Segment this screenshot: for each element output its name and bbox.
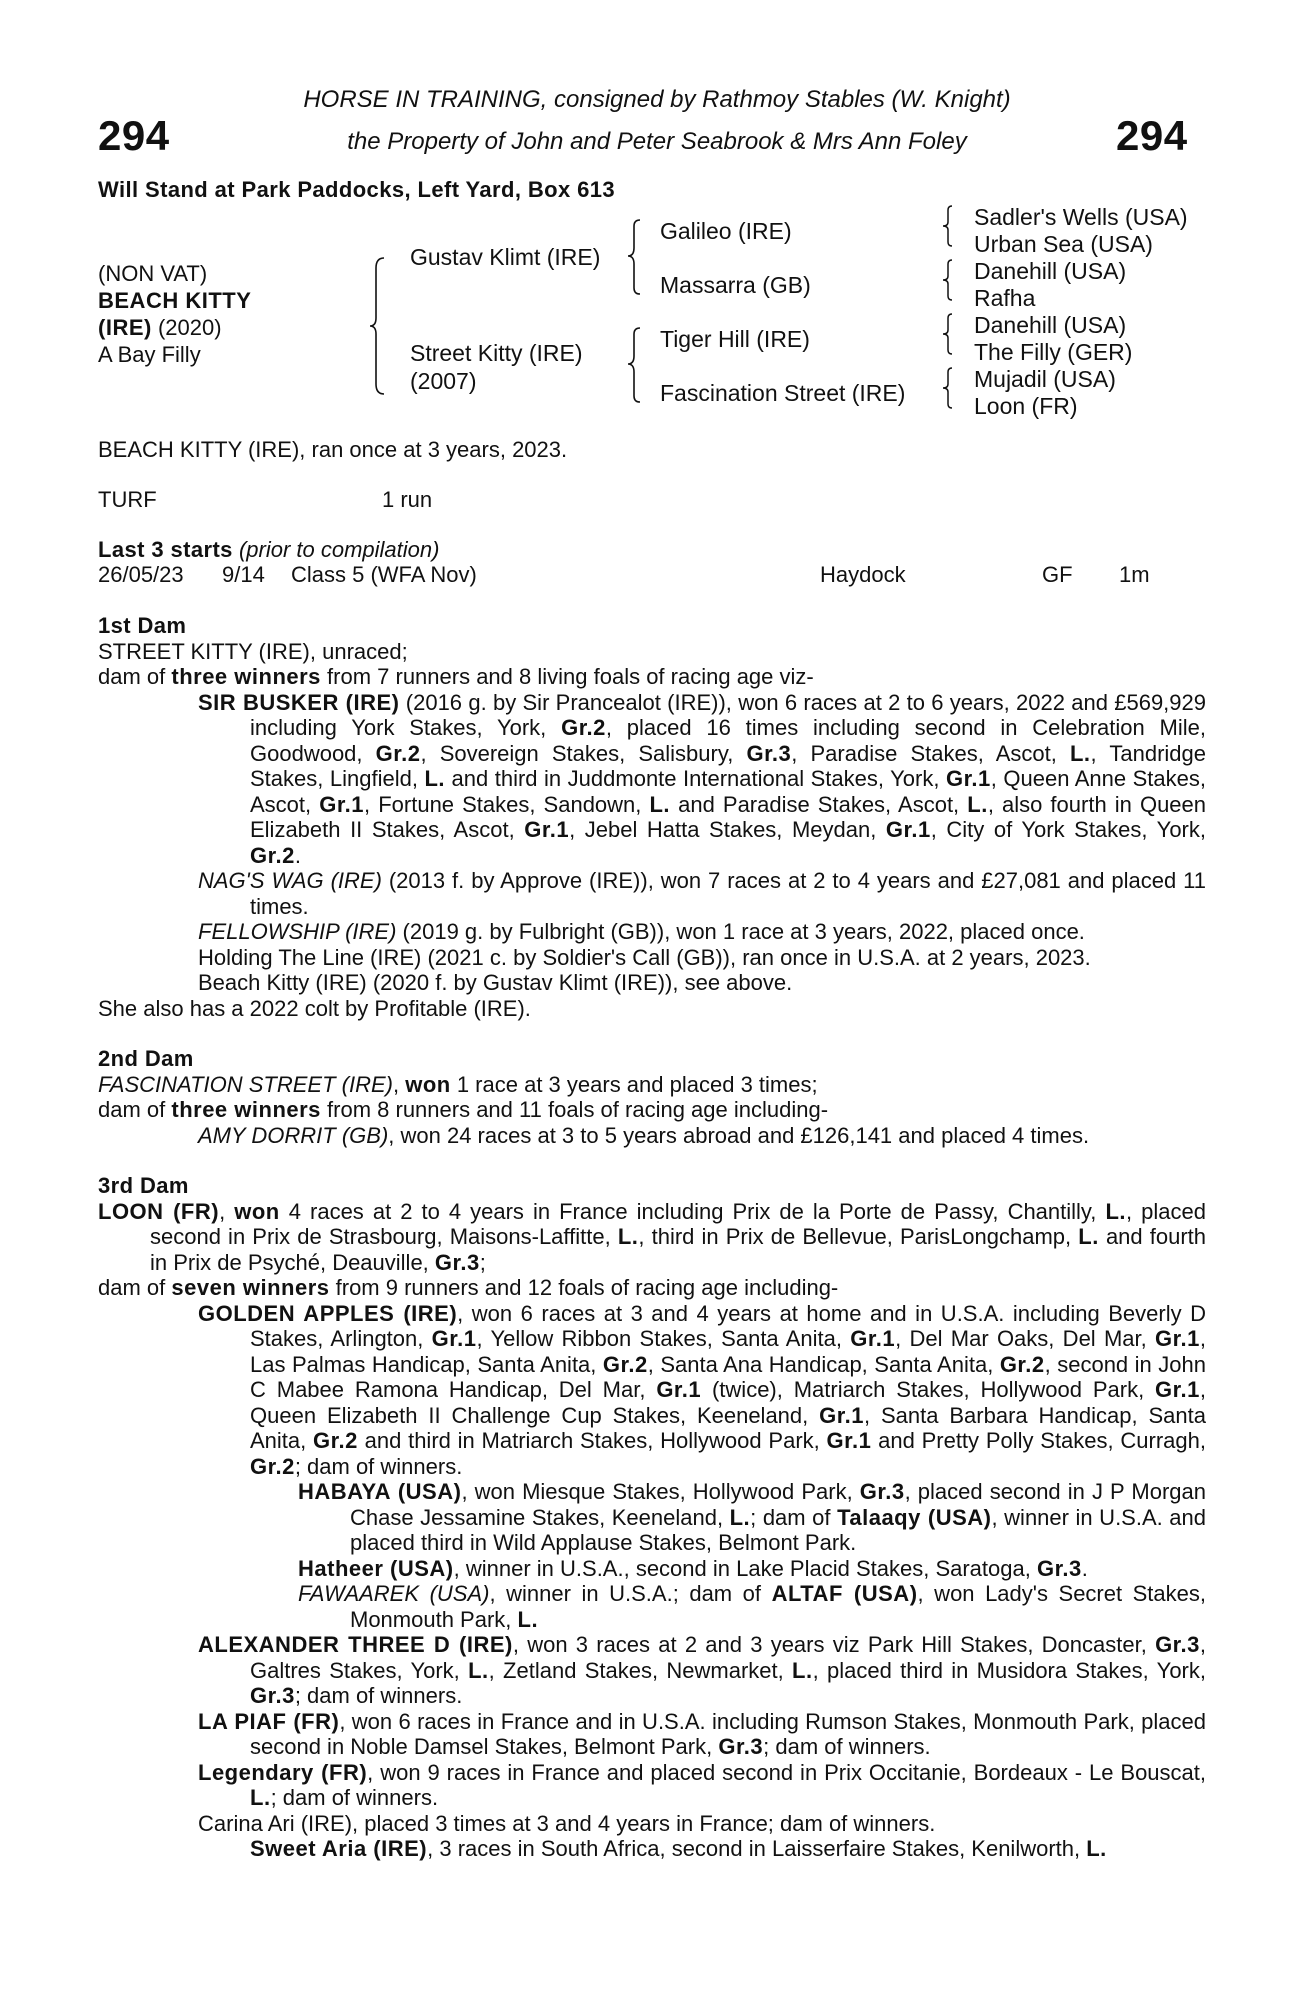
pedigree-gg5: Danehill (USA) — [974, 312, 1127, 338]
first-dam-also: She also has a 2022 colt by Profitable (IRE). — [98, 995, 531, 1021]
third-dam-produce-summary: dam of seven winners from 9 runners and 12 foals of racing age including- — [98, 1275, 839, 1300]
pedigree-gg6: The Filly (GER) — [974, 339, 1133, 365]
produce-holding-the-line: Holding The Line (IRE) (2021 c. by Soldier's Call (GB)), ran once in U.S.A. at 2 years, 2023. — [198, 944, 1091, 970]
pedigree-sire: Gustav Klimt (IRE) — [410, 244, 601, 270]
produce-sweet-aria: Sweet Aria (IRE), 3 races in South Africa, second in Laisserfaire Stakes, Kenilworth, L. — [250, 1836, 1107, 1861]
start-course: Haydock — [820, 562, 906, 587]
foaling-year: (2020) — [151, 315, 222, 340]
horse-suffix: (IRE) — [98, 315, 152, 340]
pedigree-sire-sire: Galileo (IRE) — [660, 218, 792, 244]
pedigree-dam-sire: Tiger Hill (IRE) — [660, 326, 810, 352]
pedigree-brace-gg3 — [942, 312, 958, 356]
produce-fellowship: FELLOWSHIP (IRE) (2019 g. by Fulbright (GB)), won 1 race at 3 years, 2022, placed once. — [198, 919, 1085, 944]
produce-la-piaf: LA PIAF (FR), won 6 races in France and in U.S.A. including Rumson Stakes, Monmouth Park, placed second in Noble Damsel Stakes, Belmont Park, Gr.3; dam of winners. — [198, 1708, 1206, 1759]
produce-habaya: HABAYA (USA), won Miesque Stakes, Hollywood Park, Gr.3, placed second in J P Morgan Chase Jessamine Stakes, Keeneland, L.; dam of Talaaqy (USA), winner in U.S.A. and placed third in Wild Applause Stakes, Belmont Park. — [298, 1479, 1207, 1555]
pedigree-gg8: Loon (FR) — [974, 393, 1078, 419]
start-distance: 1m — [1119, 562, 1150, 587]
horse-description: A Bay Filly — [98, 342, 201, 367]
start-date: 26/05/23 — [98, 562, 184, 587]
start-position: 9/14 — [222, 562, 265, 587]
lot-number-left: 294 — [98, 112, 170, 159]
second-dam-section — [98, 1046, 1206, 1148]
pedigree-gg2: Urban Sea (USA) — [974, 231, 1153, 257]
property-line: the Property of John and Peter Seabrook & Mrs Ann Foley — [347, 128, 967, 155]
lot-number-right: 294 — [1116, 112, 1188, 159]
pedigree-brace-gg2 — [942, 258, 958, 302]
consignor-line: HORSE IN TRAINING, consigned by Rathmoy Stables (W. Knight) — [303, 86, 1011, 113]
third-dam-loon: LOON (FR), won 4 races at 2 to 4 years in France including Prix de la Porte de Passy, Chantilly, L., placed second in Prix de Strasbourg, Maisons-Laffitte, L., third in Prix de Bellevue, ParisLongchamp, L. and fourth in Prix de Psyché, Deauville, Gr.3; — [98, 1198, 1207, 1275]
produce-golden-apples: GOLDEN APPLES (IRE), won 6 races at 3 and 4 years at home and in U.S.A. including Beverly D Stakes, Arlington, Gr.1, Yellow Ribbon Stakes, Santa Anita, Gr.1, Del Mar Oaks, Del Mar, Gr.1, Las Palmas Handicap, Santa Anita, Gr.2, Santa Ana Handicap, Santa Anita, Gr.2, second in John C Mabee Ramona Handicap, Del Mar, Gr.1 (twice), Matriarch Stakes, Hollywood Park, Gr.1, Queen Elizabeth II Challenge Cup Stakes, Keeneland, Gr.1, Santa Barbara Handicap, Santa Anita, Gr.2 and third in Matriarch Stakes, Hollywood Park, Gr.1 and Pretty Polly Stakes, Curragh, Gr.2; dam of winners. — [198, 1300, 1207, 1479]
pedigree-dam-year: (2007) — [410, 368, 477, 394]
pedigree-sire-dam: Massarra (GB) — [660, 272, 811, 298]
produce-alexander-three-d: ALEXANDER THREE D (IRE), won 3 races at 2 and 3 years viz Park Hill Stakes, Doncaster, Gr.3, Galtres Stakes, York, L., Zetland Stakes, Newmarket, L., placed third in Musidora Stakes, York, Gr.3; dam of winners. — [198, 1632, 1207, 1708]
pedigree-gg7: Mujadil (USA) — [974, 366, 1116, 392]
vat-status: (NON VAT) — [98, 261, 208, 286]
horse-name: BEACH KITTY — [98, 288, 252, 313]
pedigree-brace-sire — [628, 218, 648, 298]
produce-sir-busker: SIR BUSKER (IRE) (2016 g. by Sir Prancealot (IRE)), won 6 races at 2 to 6 years, 2022 and £569,929 including York Stakes, York, Gr.2, placed 16 times including second in Celebration Mile, Goodwood, Gr.2, Sovereign Stakes, Salisbury, Gr.3, Paradise Stakes, Ascot, L., Tandridge Stakes, Lingfield, L. and third in Juddmonte International Stakes, York, Gr.1, Queen Anne Stakes, Ascot, Gr.1, Fortune Stakes, Sandown, L. and Paradise Stakes, Ascot, L., also fourth in Queen Elizabeth II Stakes, Ascot, Gr.1, Jebel Hatta Stakes, Meydan, Gr.1, City of York Stakes, York, Gr.2. — [198, 689, 1207, 868]
pedigree-dam-dam: Fascination Street (IRE) — [660, 380, 906, 406]
first-dam-produce-summary: dam of three winners from 7 runners and 8 living foals of racing age viz- — [98, 664, 814, 689]
pedigree-dam: Street Kitty (IRE) — [410, 340, 583, 366]
pedigree-brace-gg4 — [942, 366, 958, 410]
produce-carina-ari: Carina Ari (IRE), placed 3 times at 3 and 4 years in France; dam of winners. — [198, 1810, 936, 1836]
produce-legendary: Legendary (FR), won 9 races in France and placed second in Prix Occitanie, Bordeaux - Le Bouscat, L.; dam of winners. — [198, 1759, 1206, 1810]
produce-beach-kitty: Beach Kitty (IRE) (2020 f. by Gustav Klimt (IRE)), see above. — [198, 970, 793, 995]
pedigree-brace-main — [372, 256, 392, 396]
second-dam-heading: 2nd Dam — [98, 1046, 194, 1071]
first-dam-section — [98, 613, 1206, 1021]
produce-nags-wag: NAG'S WAG (IRE) (2013 f. by Approve (IRE)), won 7 races at 2 to 4 years and £27,081 and placed 11 times. — [198, 868, 1206, 919]
pedigree-gg1: Sadler's Wells (USA) — [974, 204, 1188, 230]
second-dam-name: FASCINATION STREET (IRE), won 1 race at 3 years and placed 3 times; — [98, 1071, 818, 1097]
race-summary: BEACH KITTY (IRE), ran once at 3 years, 2023. — [98, 437, 568, 462]
pedigree-brace-dam — [628, 326, 648, 406]
horse-identity — [98, 260, 251, 368]
pedigree-gg4: Rafha — [974, 285, 1036, 311]
last-starts-heading: Last 3 starts (prior to compilation) — [98, 537, 440, 562]
runs-count: 1 run — [382, 487, 433, 512]
start-going: GF — [1042, 562, 1073, 587]
produce-amy-dorrit: AMY DORRIT (GB), won 24 races at 3 to 5 years abroad and £126,141 and placed 4 times. — [198, 1122, 1090, 1148]
third-dam-heading: 3rd Dam — [98, 1173, 189, 1198]
first-dam-heading: 1st Dam — [98, 613, 187, 638]
produce-hatheer: Hatheer (USA), winner in U.S.A., second in Lake Placid Stakes, Saratoga, Gr.3. — [298, 1555, 1088, 1581]
stand-location: Will Stand at Park Paddocks, Left Yard, Box 613 — [98, 177, 616, 202]
start-race-class: Class 5 (WFA Nov) — [291, 562, 477, 587]
surface-label: TURF — [98, 487, 157, 512]
first-dam-name: STREET KITTY (IRE), unraced; — [98, 638, 408, 664]
produce-fawaarek: FAWAAREK (USA), winner in U.S.A.; dam of ALTAF (USA), won Lady's Secret Stakes, Monmouth Park, L. — [298, 1581, 1207, 1632]
second-dam-produce-summary: dam of three winners from 8 runners and 11 foals of racing age including- — [98, 1097, 829, 1122]
third-dam-section — [98, 1173, 1206, 1862]
pedigree-gg3: Danehill (USA) — [974, 258, 1127, 284]
pedigree-brace-gg1 — [942, 204, 958, 248]
